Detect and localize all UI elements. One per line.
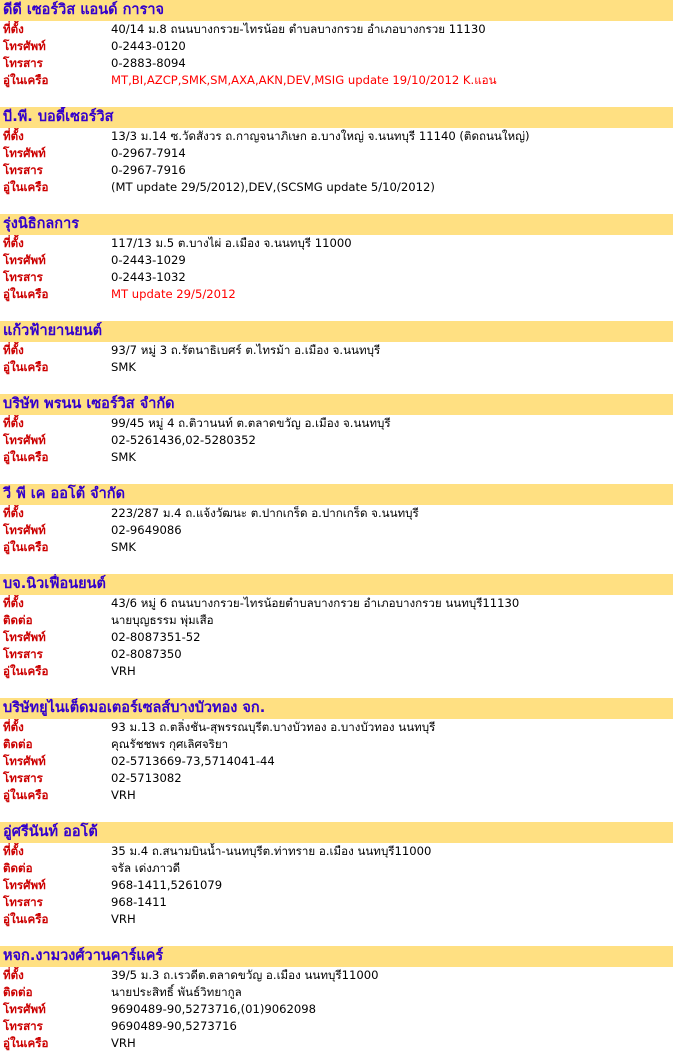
field-value: 02-8087350 bbox=[111, 647, 182, 661]
detail-row bbox=[0, 595, 673, 612]
field-value: VRH bbox=[111, 912, 136, 926]
field-label: โทรสาร bbox=[3, 771, 43, 785]
garage-entry bbox=[0, 0, 673, 89]
field-value: 93 ม.13 ถ.ตลิ่งชัน-สุพรรณบุรีต.บางบัวทอง อ.บางบัวทอง นนทบุรี bbox=[111, 720, 436, 734]
detail-row bbox=[0, 843, 673, 860]
detail-row bbox=[0, 860, 673, 877]
detail-row bbox=[0, 72, 673, 89]
detail-row bbox=[0, 719, 673, 736]
detail-row bbox=[0, 432, 673, 449]
field-label: ติดต่อ bbox=[3, 737, 33, 751]
detail-row bbox=[0, 162, 673, 179]
field-value: 02-8087351-52 bbox=[111, 630, 201, 644]
field-label: อู่ในเครือ bbox=[3, 664, 49, 678]
detail-row bbox=[0, 179, 673, 196]
field-label: ที่ตั้ง bbox=[3, 720, 24, 734]
field-label: ที่ตั้ง bbox=[3, 844, 24, 858]
detail-row bbox=[0, 770, 673, 787]
garage-entry bbox=[0, 394, 673, 466]
field-value: นายประสิทธิ์ พันธ์วิทยากูล bbox=[111, 985, 242, 999]
garage-name-header: บริษัท พรนน เซอร์วิส จำกัด bbox=[0, 394, 673, 415]
field-value: SMK bbox=[111, 450, 136, 464]
detail-row bbox=[0, 342, 673, 359]
field-label: ติดต่อ bbox=[3, 861, 33, 875]
field-label: ที่ตั้ง bbox=[3, 506, 24, 520]
field-value: 117/13 ม.5 ต.บางไผ่ อ.เมือง จ.นนทบุรี 11000 bbox=[111, 236, 352, 250]
detail-row bbox=[0, 646, 673, 663]
field-label: โทรศัพท์ bbox=[3, 433, 46, 447]
field-value: 40/14 ม.8 ถนนบางกรวย-ไทรน้อย ตำบลบางกรวย อำเภอบางกรวย 11130 bbox=[111, 22, 486, 36]
detail-row bbox=[0, 449, 673, 466]
field-value: 0-2883-8094 bbox=[111, 56, 186, 70]
field-label: ที่ตั้ง bbox=[3, 596, 24, 610]
field-value: VRH bbox=[111, 1036, 136, 1050]
detail-row bbox=[0, 359, 673, 376]
garage-entry bbox=[0, 946, 673, 1052]
garage-name-header: หจก.งามวงศ์วานคาร์แคร์ bbox=[0, 946, 673, 967]
field-label: ที่ตั้ง bbox=[3, 343, 24, 357]
field-label: อู่ในเครือ bbox=[3, 1036, 49, 1050]
field-value: 968-1411 bbox=[111, 895, 167, 909]
garage-name-header: บริษัทยูไนเต็ดมอเตอร์เซลส์บางบัวทอง จก. bbox=[0, 698, 673, 719]
field-label: อู่ในเครือ bbox=[3, 540, 49, 554]
field-value: VRH bbox=[111, 788, 136, 802]
field-value: 0-2443-1032 bbox=[111, 270, 186, 284]
detail-row bbox=[0, 1001, 673, 1018]
detail-row bbox=[0, 522, 673, 539]
detail-row bbox=[0, 894, 673, 911]
field-label: ติดต่อ bbox=[3, 613, 33, 627]
garage-name-header: ดีดี เซอร์วิส แอนด์ การาจ bbox=[0, 0, 673, 21]
field-label: ที่ตั้ง bbox=[3, 416, 24, 430]
field-label: ที่ตั้ง bbox=[3, 129, 24, 143]
garage-entry bbox=[0, 698, 673, 804]
field-value: 99/45 หมู่ 4 ถ.ติวานนท์ ต.ตลาดขวัญ อ.เมือง จ.นนทบุรี bbox=[111, 416, 391, 430]
garage-entry bbox=[0, 214, 673, 303]
field-label: ที่ตั้ง bbox=[3, 22, 24, 36]
field-value: 0-2967-7914 bbox=[111, 146, 186, 160]
garage-name-header: แก้วฟ้ายานยนต์ bbox=[0, 321, 673, 342]
detail-row bbox=[0, 286, 673, 303]
field-value: MT update 29/5/2012 bbox=[111, 287, 236, 301]
detail-row bbox=[0, 663, 673, 680]
detail-row bbox=[0, 1018, 673, 1035]
field-value: คุณรัชชพร กุศเลิศจริยา bbox=[111, 737, 229, 751]
field-label: โทรศัพท์ bbox=[3, 523, 46, 537]
garage-name-header: รุ่งนิธิกลการ bbox=[0, 214, 673, 235]
field-value: 02-5713082 bbox=[111, 771, 182, 785]
garage-entry bbox=[0, 107, 673, 196]
garage-entry bbox=[0, 822, 673, 928]
garage-name-header: อู่ศรีนันท์ ออโต้ bbox=[0, 822, 673, 843]
field-value: 9690489-90,5273716,(01)9062098 bbox=[111, 1002, 317, 1016]
detail-row bbox=[0, 736, 673, 753]
field-label: อู่ในเครือ bbox=[3, 360, 49, 374]
field-label: โทรสาร bbox=[3, 163, 43, 177]
field-value: 0-2967-7916 bbox=[111, 163, 186, 177]
field-value: VRH bbox=[111, 664, 136, 678]
detail-row bbox=[0, 1035, 673, 1052]
field-value: 0-2443-0120 bbox=[111, 39, 186, 53]
field-value: MT,BI,AZCP,SMK,SM,AXA,AKN,DEV,MSIG update 19/10/2012 K.แอน bbox=[111, 73, 497, 87]
field-value: 02-5713669-73,5714041-44 bbox=[111, 754, 275, 768]
field-value: 02-5261436,02-5280352 bbox=[111, 433, 256, 447]
field-value: 13/3 ม.14 ซ.วัดสังวร ถ.กาญจนาภิเษก อ.บางใหญ่ จ.นนทบุรี 11140 (ติดถนนใหญ่) bbox=[111, 129, 530, 143]
field-value: 223/287 ม.4 ถ.แจ้งวัฒนะ ต.ปากเกร็ด อ.ปากเกร็ด จ.นนทบุรี bbox=[111, 506, 419, 520]
detail-row bbox=[0, 539, 673, 556]
field-value: SMK bbox=[111, 540, 136, 554]
detail-row bbox=[0, 911, 673, 928]
field-label: อู่ในเครือ bbox=[3, 450, 49, 464]
detail-row bbox=[0, 612, 673, 629]
field-label: ที่ตั้ง bbox=[3, 236, 24, 250]
field-value: จรัล เด่งภาวดี bbox=[111, 861, 181, 875]
field-value: 968-1411,5261079 bbox=[111, 878, 223, 892]
detail-row bbox=[0, 269, 673, 286]
detail-row bbox=[0, 38, 673, 55]
field-value: 9690489-90,5273716 bbox=[111, 1019, 237, 1033]
field-label: โทรศัพท์ bbox=[3, 630, 46, 644]
detail-row bbox=[0, 753, 673, 770]
garage-name-header: บี.พี. บอดี้เซอร์วิส bbox=[0, 107, 673, 128]
field-label: โทรศัพท์ bbox=[3, 39, 46, 53]
field-value: SMK bbox=[111, 360, 136, 374]
field-label: ที่ตั้ง bbox=[3, 968, 24, 982]
field-label: โทรศัพท์ bbox=[3, 1002, 46, 1016]
detail-row bbox=[0, 967, 673, 984]
field-label: โทรสาร bbox=[3, 1019, 43, 1033]
garage-entry bbox=[0, 574, 673, 680]
field-value: (MT update 29/5/2012),DEV,(SCSMG update 5/10/2012) bbox=[111, 180, 435, 194]
field-value: 35 ม.4 ถ.สนามบินน้ำ-นนทบุรีต.ท่าทราย อ.เมือง นนทบุรี11000 bbox=[111, 844, 432, 858]
field-label: โทรศัพท์ bbox=[3, 146, 46, 160]
detail-row bbox=[0, 128, 673, 145]
field-value: 93/7 หมู่ 3 ถ.รัตนาธิเบศร์ ต.ไทรม้า อ.เมือง จ.นนทบุรี bbox=[111, 343, 381, 357]
field-value: 43/6 หมู่ 6 ถนนบางกรวย-ไทรน้อยตำบลบางกรวย อำเภอบางกรวย นนทบุรี11130 bbox=[111, 596, 520, 610]
field-label: ติดต่อ bbox=[3, 985, 33, 999]
field-label: อู่ในเครือ bbox=[3, 180, 49, 194]
field-value: 39/5 ม.3 ถ.เรวดีต.ตลาดขวัญ อ.เมือง นนทบุรี11000 bbox=[111, 968, 379, 982]
field-value: นายบุญธรรม พุ่มเสือ bbox=[111, 613, 214, 627]
field-label: โทรศัพท์ bbox=[3, 878, 46, 892]
garage-entry bbox=[0, 484, 673, 556]
detail-row bbox=[0, 415, 673, 432]
detail-row bbox=[0, 984, 673, 1001]
field-label: โทรสาร bbox=[3, 647, 43, 661]
field-label: อู่ในเครือ bbox=[3, 788, 49, 802]
field-label: อู่ในเครือ bbox=[3, 912, 49, 926]
field-label: อู่ในเครือ bbox=[3, 287, 49, 301]
field-label: โทรศัพท์ bbox=[3, 253, 46, 267]
detail-row bbox=[0, 787, 673, 804]
field-value: 02-9649086 bbox=[111, 523, 182, 537]
garage-name-header: วี พี เค ออโต้ จำกัด bbox=[0, 484, 673, 505]
detail-row bbox=[0, 252, 673, 269]
detail-row bbox=[0, 21, 673, 38]
detail-row bbox=[0, 505, 673, 522]
field-value: 0-2443-1029 bbox=[111, 253, 186, 267]
field-label: โทรศัพท์ bbox=[3, 754, 46, 768]
detail-row bbox=[0, 235, 673, 252]
field-label: อู่ในเครือ bbox=[3, 73, 49, 87]
field-label: โทรสาร bbox=[3, 270, 43, 284]
detail-row bbox=[0, 877, 673, 894]
field-label: โทรสาร bbox=[3, 56, 43, 70]
field-label: โทรสาร bbox=[3, 895, 43, 909]
detail-row bbox=[0, 629, 673, 646]
garage-entry bbox=[0, 321, 673, 376]
garage-name-header: บจ.นิวเฟื่อนยนต์ bbox=[0, 574, 673, 595]
detail-row bbox=[0, 145, 673, 162]
detail-row bbox=[0, 55, 673, 72]
